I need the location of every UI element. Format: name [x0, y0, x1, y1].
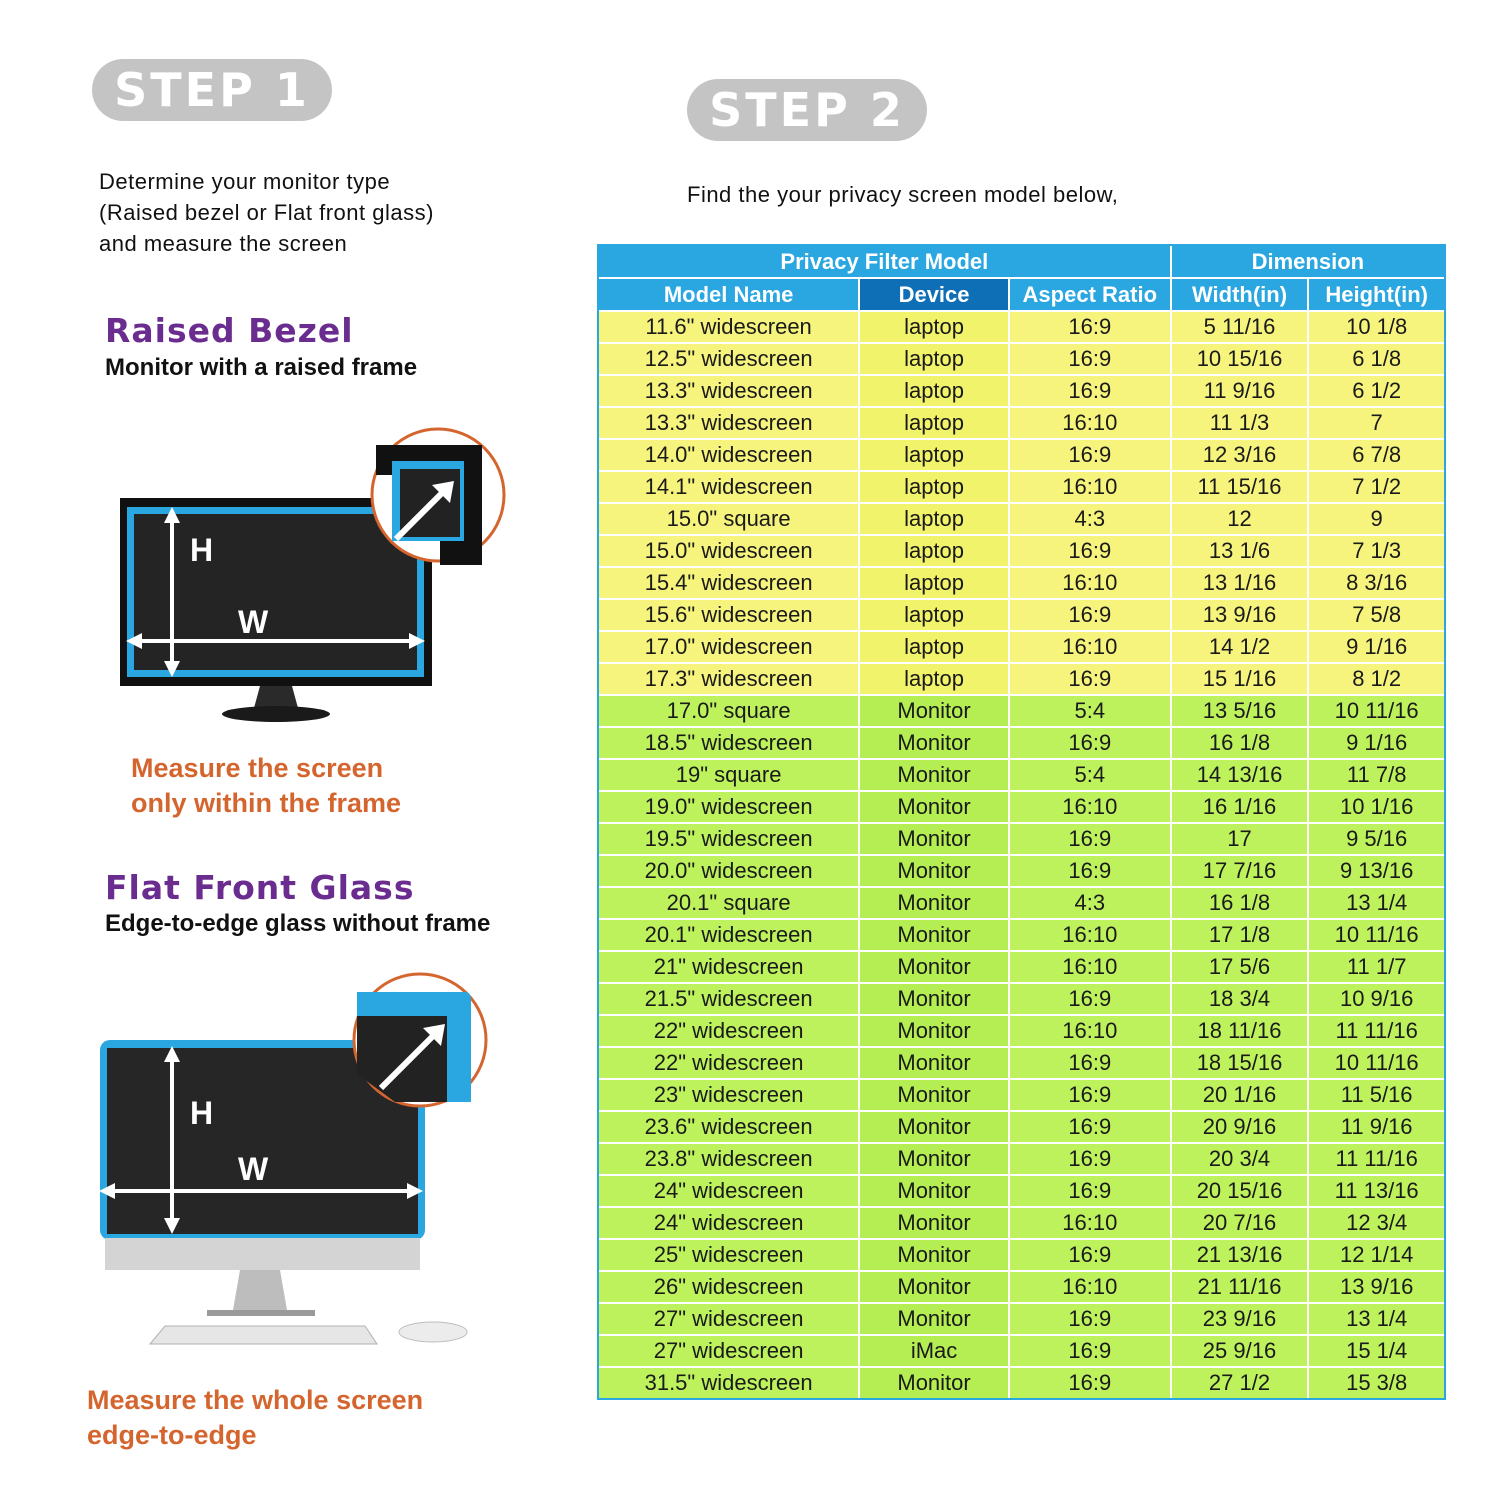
- intro-line: (Raised bezel or Flat front glass): [99, 200, 434, 225]
- flat-front-glass-title: Flat Front Glass: [105, 868, 415, 907]
- cell-model-name: 17.0" widescreen: [599, 631, 859, 663]
- cell-aspect-ratio: 16:9: [1009, 983, 1171, 1015]
- cell-model-name: 11.6" widescreen: [599, 311, 859, 343]
- cell-model-name: 15.6" widescreen: [599, 599, 859, 631]
- cell-model-name: 12.5" widescreen: [599, 343, 859, 375]
- cell-model-name: 15.0" widescreen: [599, 535, 859, 567]
- cell-device: Monitor: [859, 791, 1009, 823]
- cell-device: Monitor: [859, 1079, 1009, 1111]
- cell-width: 13 5/16: [1171, 695, 1309, 727]
- cell-model-name: 26" widescreen: [599, 1271, 859, 1303]
- step1-badge: STEP 1: [92, 59, 332, 121]
- cell-width: 20 15/16: [1171, 1175, 1309, 1207]
- cell-device: Monitor: [859, 1111, 1009, 1143]
- table-row: [599, 695, 1444, 727]
- cell-aspect-ratio: 16:9: [1009, 311, 1171, 343]
- cell-height: 10 11/16: [1308, 695, 1444, 727]
- cell-aspect-ratio: 16:10: [1009, 407, 1171, 439]
- cell-width: 16 1/8: [1171, 887, 1309, 919]
- cell-device: Monitor: [859, 1207, 1009, 1239]
- cell-height: 6 7/8: [1308, 439, 1444, 471]
- cell-width: 25 9/16: [1171, 1335, 1309, 1367]
- cell-height: 10 1/8: [1308, 311, 1444, 343]
- cell-device: laptop: [859, 471, 1009, 503]
- raised-bezel-monitor-diagram: [110, 425, 520, 735]
- height-label: H: [190, 1095, 214, 1131]
- table-row: [599, 599, 1444, 631]
- monitor-base: [222, 706, 330, 722]
- cell-width: 20 1/16: [1171, 1079, 1309, 1111]
- table-row: [599, 1207, 1444, 1239]
- cell-width: 11 15/16: [1171, 471, 1309, 503]
- table-row: [599, 1015, 1444, 1047]
- cell-width: 12 3/16: [1171, 439, 1309, 471]
- cell-width: 21 13/16: [1171, 1239, 1309, 1271]
- cell-width: 20 9/16: [1171, 1111, 1309, 1143]
- cell-device: iMac: [859, 1335, 1009, 1367]
- table-row: [599, 855, 1444, 887]
- table-row: [599, 1175, 1444, 1207]
- intro-line: Determine your monitor type: [99, 169, 391, 194]
- cell-width: 15 1/16: [1171, 663, 1309, 695]
- monitor-stand: [233, 1270, 287, 1310]
- cell-height: 8 1/2: [1308, 663, 1444, 695]
- cell-model-name: 21" widescreen: [599, 951, 859, 983]
- cell-aspect-ratio: 5:4: [1009, 759, 1171, 791]
- cell-height: 9 1/16: [1308, 727, 1444, 759]
- cell-device: laptop: [859, 567, 1009, 599]
- cell-aspect-ratio: 16:9: [1009, 727, 1171, 759]
- step1-instructions: [99, 166, 569, 259]
- cell-height: 10 11/16: [1308, 1047, 1444, 1079]
- cell-device: laptop: [859, 439, 1009, 471]
- cell-width: 18 11/16: [1171, 1015, 1309, 1047]
- cell-width: 21 11/16: [1171, 1271, 1309, 1303]
- cell-model-name: 17.0" square: [599, 695, 859, 727]
- cell-aspect-ratio: 16:9: [1009, 599, 1171, 631]
- cell-model-name: 20.1" widescreen: [599, 919, 859, 951]
- cell-height: 7 5/8: [1308, 599, 1444, 631]
- cell-aspect-ratio: 16:9: [1009, 439, 1171, 471]
- privacy-filter-table: [597, 244, 1446, 1400]
- width-label: W: [238, 1151, 269, 1187]
- cell-width: 17 5/6: [1171, 951, 1309, 983]
- cell-aspect-ratio: 16:10: [1009, 951, 1171, 983]
- cell-device: Monitor: [859, 823, 1009, 855]
- cell-height: 15 3/8: [1308, 1367, 1444, 1398]
- cell-height: 11 5/16: [1308, 1079, 1444, 1111]
- cell-height: 11 11/16: [1308, 1015, 1444, 1047]
- cell-device: Monitor: [859, 1143, 1009, 1175]
- table-row: [599, 823, 1444, 855]
- cell-aspect-ratio: 16:10: [1009, 791, 1171, 823]
- cell-height: 9 1/16: [1308, 631, 1444, 663]
- table-row: [599, 663, 1444, 695]
- cell-height: 9 13/16: [1308, 855, 1444, 887]
- cell-device: Monitor: [859, 887, 1009, 919]
- cell-height: 10 1/16: [1308, 791, 1444, 823]
- note-line: Measure the screen: [131, 753, 384, 783]
- cell-model-name: 27" widescreen: [599, 1335, 859, 1367]
- table-row: [599, 1111, 1444, 1143]
- cell-height: 11 11/16: [1308, 1143, 1444, 1175]
- cell-height: 13 1/4: [1308, 887, 1444, 919]
- cell-aspect-ratio: 16:9: [1009, 1143, 1171, 1175]
- cell-height: 6 1/2: [1308, 375, 1444, 407]
- table-row: [599, 1271, 1444, 1303]
- table-row: [599, 375, 1444, 407]
- note-line: edge-to-edge: [87, 1420, 257, 1450]
- cell-aspect-ratio: 5:4: [1009, 695, 1171, 727]
- cell-aspect-ratio: 16:9: [1009, 823, 1171, 855]
- table-row: [599, 727, 1444, 759]
- cell-device: Monitor: [859, 727, 1009, 759]
- table-row: [599, 1047, 1444, 1079]
- cell-height: 7 1/3: [1308, 535, 1444, 567]
- cell-height: 9: [1308, 503, 1444, 535]
- cell-aspect-ratio: 16:9: [1009, 375, 1171, 407]
- cell-width: 18 15/16: [1171, 1047, 1309, 1079]
- col-header-height: Height(in): [1308, 278, 1444, 311]
- cell-aspect-ratio: 16:10: [1009, 567, 1171, 599]
- note-line: only within the frame: [131, 788, 402, 818]
- col-header-aspect-ratio: Aspect Ratio: [1009, 278, 1171, 311]
- table-row: [599, 951, 1444, 983]
- cell-model-name: 24" widescreen: [599, 1175, 859, 1207]
- cell-aspect-ratio: 16:10: [1009, 471, 1171, 503]
- cell-model-name: 15.0" square: [599, 503, 859, 535]
- stand-foot: [207, 1310, 315, 1316]
- cell-aspect-ratio: 16:10: [1009, 1271, 1171, 1303]
- cell-width: 10 15/16: [1171, 343, 1309, 375]
- cell-device: Monitor: [859, 919, 1009, 951]
- cell-device: laptop: [859, 599, 1009, 631]
- cell-model-name: 22" widescreen: [599, 1015, 859, 1047]
- cell-aspect-ratio: 16:9: [1009, 1303, 1171, 1335]
- cell-width: 20 7/16: [1171, 1207, 1309, 1239]
- cell-aspect-ratio: 16:9: [1009, 343, 1171, 375]
- cell-model-name: 27" widescreen: [599, 1303, 859, 1335]
- col-header-device: Device: [859, 278, 1009, 311]
- raised-bezel-subtitle: Monitor with a raised frame: [105, 354, 418, 381]
- cell-height: 10 11/16: [1308, 919, 1444, 951]
- cell-model-name: 15.4" widescreen: [599, 567, 859, 599]
- cell-model-name: 20.1" square: [599, 887, 859, 919]
- cell-height: 10 9/16: [1308, 983, 1444, 1015]
- cell-height: 9 5/16: [1308, 823, 1444, 855]
- cell-aspect-ratio: 16:9: [1009, 1175, 1171, 1207]
- cell-device: Monitor: [859, 1367, 1009, 1398]
- cell-width: 14 1/2: [1171, 631, 1309, 663]
- cell-height: 15 1/4: [1308, 1335, 1444, 1367]
- cell-model-name: 22" widescreen: [599, 1047, 859, 1079]
- keyboard: [150, 1326, 377, 1344]
- table-row: [599, 631, 1444, 663]
- cell-width: 5 11/16: [1171, 311, 1309, 343]
- table-row: [599, 1079, 1444, 1111]
- col-header-model-name: Model Name: [599, 278, 859, 311]
- cell-device: laptop: [859, 375, 1009, 407]
- cell-aspect-ratio: 16:9: [1009, 1367, 1171, 1398]
- cell-model-name: 31.5" widescreen: [599, 1367, 859, 1398]
- cell-height: 6 1/8: [1308, 343, 1444, 375]
- table-row: [599, 503, 1444, 535]
- cell-height: 13 1/4: [1308, 1303, 1444, 1335]
- cell-width: 23 9/16: [1171, 1303, 1309, 1335]
- cell-model-name: 24" widescreen: [599, 1207, 859, 1239]
- cell-height: 12 3/4: [1308, 1207, 1444, 1239]
- table-row: [599, 407, 1444, 439]
- cell-aspect-ratio: 16:9: [1009, 1111, 1171, 1143]
- cell-model-name: 17.3" widescreen: [599, 663, 859, 695]
- raised-bezel-note: [131, 751, 401, 821]
- cell-height: 13 9/16: [1308, 1271, 1444, 1303]
- cell-height: 11 9/16: [1308, 1111, 1444, 1143]
- cell-height: 7 1/2: [1308, 471, 1444, 503]
- cell-width: 11 1/3: [1171, 407, 1309, 439]
- cell-device: Monitor: [859, 1303, 1009, 1335]
- cell-device: Monitor: [859, 951, 1009, 983]
- cell-device: laptop: [859, 343, 1009, 375]
- cell-width: 13 1/16: [1171, 567, 1309, 599]
- cell-width: 18 3/4: [1171, 983, 1309, 1015]
- cell-model-name: 14.0" widescreen: [599, 439, 859, 471]
- mouse: [399, 1322, 467, 1342]
- table-row: [599, 471, 1444, 503]
- cell-device: Monitor: [859, 695, 1009, 727]
- table-row: [599, 1367, 1444, 1398]
- cell-aspect-ratio: 16:10: [1009, 631, 1171, 663]
- cell-model-name: 25" widescreen: [599, 1239, 859, 1271]
- table-row: [599, 919, 1444, 951]
- cell-width: 12: [1171, 503, 1309, 535]
- cell-aspect-ratio: 16:9: [1009, 663, 1171, 695]
- table-row: [599, 1143, 1444, 1175]
- cell-aspect-ratio: 16:9: [1009, 1047, 1171, 1079]
- cell-model-name: 20.0" widescreen: [599, 855, 859, 887]
- height-label: H: [190, 532, 214, 568]
- step2-instruction: Find the your privacy screen model below,: [687, 182, 1119, 207]
- cell-width: 20 3/4: [1171, 1143, 1309, 1175]
- table-row: [599, 1303, 1444, 1335]
- cell-device: Monitor: [859, 1271, 1009, 1303]
- table-row: [599, 983, 1444, 1015]
- cell-height: 12 1/14: [1308, 1239, 1444, 1271]
- cell-model-name: 23.6" widescreen: [599, 1111, 859, 1143]
- cell-device: Monitor: [859, 759, 1009, 791]
- cell-model-name: 19" square: [599, 759, 859, 791]
- cell-aspect-ratio: 16:10: [1009, 1207, 1171, 1239]
- width-label: W: [238, 604, 269, 640]
- cell-aspect-ratio: 16:9: [1009, 855, 1171, 887]
- cell-height: 11 7/8: [1308, 759, 1444, 791]
- cell-width: 16 1/16: [1171, 791, 1309, 823]
- group-header-model: Privacy Filter Model: [599, 246, 1171, 278]
- cell-aspect-ratio: 16:9: [1009, 535, 1171, 567]
- cell-width: 17: [1171, 823, 1309, 855]
- monitor-screen: [134, 514, 417, 670]
- cell-model-name: 21.5" widescreen: [599, 983, 859, 1015]
- cell-model-name: 14.1" widescreen: [599, 471, 859, 503]
- cell-aspect-ratio: 16:10: [1009, 919, 1171, 951]
- flat-front-glass-subtitle: Edge-to-edge glass without frame: [105, 910, 491, 937]
- col-header-width: Width(in): [1171, 278, 1309, 311]
- cell-height: 8 3/16: [1308, 567, 1444, 599]
- step2-badge: STEP 2: [687, 79, 927, 141]
- monitor-neck: [254, 686, 298, 708]
- cell-model-name: 13.3" widescreen: [599, 375, 859, 407]
- cell-width: 27 1/2: [1171, 1367, 1309, 1398]
- intro-line: and measure the screen: [99, 231, 348, 256]
- cell-model-name: 19.5" widescreen: [599, 823, 859, 855]
- cell-device: Monitor: [859, 1047, 1009, 1079]
- group-header-dimension: Dimension: [1171, 246, 1444, 278]
- cell-height: 11 1/7: [1308, 951, 1444, 983]
- cell-device: laptop: [859, 535, 1009, 567]
- cell-aspect-ratio: 4:3: [1009, 503, 1171, 535]
- cell-width: 17 7/16: [1171, 855, 1309, 887]
- cell-model-name: 13.3" widescreen: [599, 407, 859, 439]
- cell-model-name: 18.5" widescreen: [599, 727, 859, 759]
- cell-device: laptop: [859, 663, 1009, 695]
- table-row: [599, 439, 1444, 471]
- table-row: [599, 1239, 1444, 1271]
- cell-device: Monitor: [859, 1239, 1009, 1271]
- cell-model-name: 19.0" widescreen: [599, 791, 859, 823]
- note-line: Measure the whole screen: [87, 1385, 424, 1415]
- cell-device: Monitor: [859, 983, 1009, 1015]
- cell-width: 11 9/16: [1171, 375, 1309, 407]
- table-row: [599, 1335, 1444, 1367]
- cell-aspect-ratio: 16:9: [1009, 1335, 1171, 1367]
- cell-device: laptop: [859, 407, 1009, 439]
- cell-device: laptop: [859, 311, 1009, 343]
- table-row: [599, 759, 1444, 791]
- cell-width: 13 1/6: [1171, 535, 1309, 567]
- flat-glass-monitor-diagram: [95, 970, 495, 1360]
- table-row: [599, 567, 1444, 599]
- table-row: [599, 535, 1444, 567]
- cell-width: 16 1/8: [1171, 727, 1309, 759]
- cell-height: 7: [1308, 407, 1444, 439]
- cell-width: 17 1/8: [1171, 919, 1309, 951]
- table-row: [599, 311, 1444, 343]
- cell-device: Monitor: [859, 1015, 1009, 1047]
- cell-aspect-ratio: 16:10: [1009, 1015, 1171, 1047]
- table-body: [599, 311, 1444, 1398]
- cell-model-name: 23.8" widescreen: [599, 1143, 859, 1175]
- cell-height: 11 13/16: [1308, 1175, 1444, 1207]
- cell-aspect-ratio: 4:3: [1009, 887, 1171, 919]
- cell-aspect-ratio: 16:9: [1009, 1079, 1171, 1111]
- table-row: [599, 791, 1444, 823]
- cell-width: 13 9/16: [1171, 599, 1309, 631]
- table-row: [599, 343, 1444, 375]
- cell-device: Monitor: [859, 1175, 1009, 1207]
- table-row: [599, 887, 1444, 919]
- cell-device: Monitor: [859, 855, 1009, 887]
- raised-bezel-title: Raised Bezel: [105, 311, 354, 350]
- cell-width: 14 13/16: [1171, 759, 1309, 791]
- cell-device: laptop: [859, 631, 1009, 663]
- monitor-chin: [105, 1238, 420, 1270]
- cell-aspect-ratio: 16:9: [1009, 1239, 1171, 1271]
- flat-glass-note: [87, 1383, 423, 1453]
- cell-device: laptop: [859, 503, 1009, 535]
- cell-model-name: 23" widescreen: [599, 1079, 859, 1111]
